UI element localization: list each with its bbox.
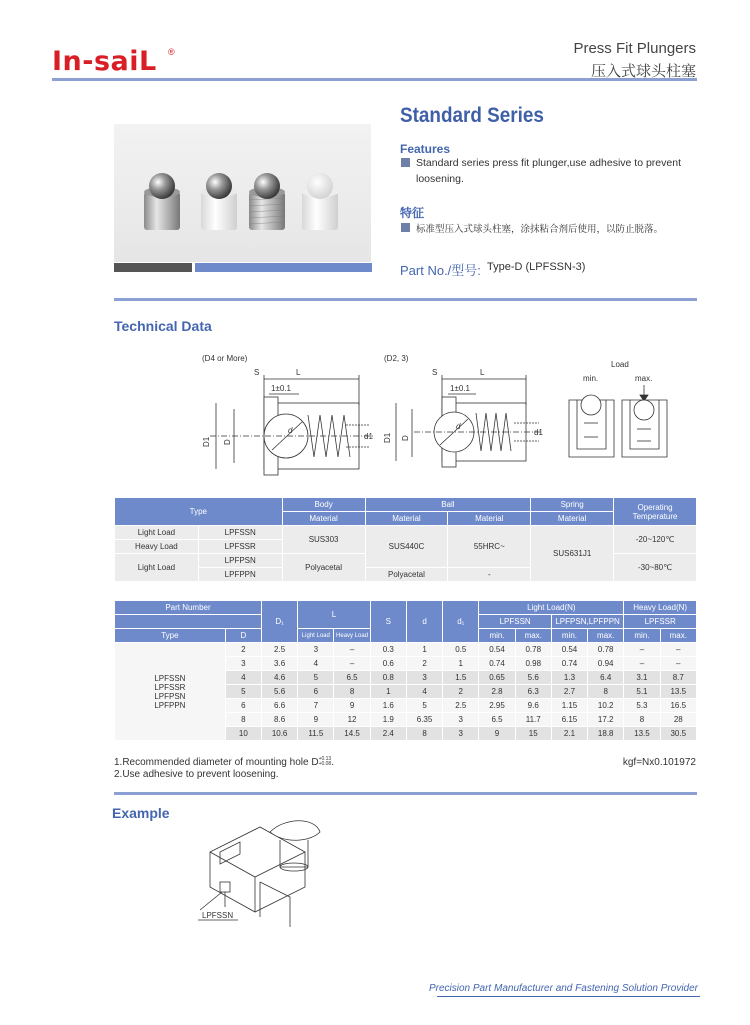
table-cell: 2.1 — [551, 727, 587, 741]
table-cell: 1.5 — [443, 671, 479, 685]
page-title-en: Press Fit Plungers — [573, 40, 696, 57]
part-number-label: Part No./型号: — [400, 263, 481, 278]
table-cell: – — [334, 657, 370, 671]
table-cell: 1.15 — [551, 699, 587, 713]
product-photo — [114, 124, 371, 262]
header-material: Material — [448, 512, 531, 526]
table-cell: 5.6 — [515, 671, 551, 685]
drawing-load — [569, 360, 667, 457]
table-cell: 5 — [406, 699, 442, 713]
unit-conversion: kgf=Nx0.101972 — [622, 757, 696, 768]
table-cell: 2.4 — [370, 727, 406, 741]
load-min-label: min. — [583, 374, 599, 383]
ball-hardness: - — [448, 568, 531, 582]
table-cell: 5.1 — [624, 685, 660, 699]
table-cell: 3 — [443, 727, 479, 741]
table-cell: 2 — [406, 657, 442, 671]
features-cn-heading: 特征 — [400, 206, 425, 220]
header-type: Type — [115, 498, 283, 526]
row-type: LPFPPN — [198, 568, 282, 582]
header-lpfssn: LPFSSN — [479, 615, 551, 629]
table-cell: 8.7 — [660, 671, 696, 685]
header-material: Material — [531, 512, 614, 526]
drawing-d4-more — [202, 354, 374, 475]
dim-d1-label-2: D1 — [383, 432, 392, 443]
header-min: min. — [551, 629, 587, 643]
load-max-label: max. — [635, 374, 653, 383]
table-cell: 2.95 — [479, 699, 515, 713]
table-cell: 5.3 — [624, 699, 660, 713]
header-max: max. — [515, 629, 551, 643]
row-type: LPFSSR — [198, 540, 282, 554]
table-cell: 5.6 — [261, 685, 297, 699]
table-cell: 3.6 — [261, 657, 297, 671]
temp-range: -20~120℃ — [614, 526, 697, 554]
header-spring: Spring — [531, 498, 614, 512]
table-cell: 8.6 — [261, 713, 297, 727]
drawing-d2-3 — [383, 354, 543, 467]
table-cell: 9.6 — [515, 699, 551, 713]
table-cell: 4 — [225, 671, 261, 685]
features-cn-text: 标准型压入式球头柱塞，涂抹粘合剂后使用，以防止脱落。 — [416, 224, 664, 235]
table-cell: 10 — [225, 727, 261, 741]
table-cell: 0.5 — [443, 643, 479, 657]
table-cell: – — [334, 643, 370, 657]
page-title-cn: 压入式球头柱塞 — [590, 63, 696, 80]
table-cell: 0.54 — [551, 643, 587, 657]
table-cell: 16.5 — [660, 699, 696, 713]
table-cell: – — [624, 657, 660, 671]
table-cell: 3 — [406, 671, 442, 685]
table-cell: 8 — [624, 713, 660, 727]
table-cell: – — [660, 643, 696, 657]
header-material: Material — [365, 512, 448, 526]
table-cell: 2 — [443, 685, 479, 699]
dim-d1-label: D1 — [202, 436, 211, 447]
header-material: Material — [282, 512, 365, 526]
header-lpfpsn: LPFPSN,LPFPPN — [551, 615, 623, 629]
table-cell: 17.2 — [588, 713, 624, 727]
table-cell: 6 — [298, 685, 334, 699]
header-temp: Operating Temperature — [614, 498, 697, 526]
row-load: Light Load — [115, 526, 199, 540]
type-list: LPFSSN LPFSSR LPFPSN LPFPPN — [115, 643, 226, 741]
table-cell: 9 — [298, 713, 334, 727]
technical-data-title: Technical Data — [114, 318, 212, 334]
table-cell: 10.2 — [588, 699, 624, 713]
table-cell: 14.5 — [334, 727, 370, 741]
dim-s-label: S — [254, 368, 260, 377]
section-divider — [114, 298, 697, 301]
table-cell: 1.3 — [551, 671, 587, 685]
note-1-end: . — [331, 757, 334, 768]
header-body: Body — [282, 498, 365, 512]
header-light-load-n: Light Load(N) — [479, 601, 624, 615]
table-cell: 5 — [298, 671, 334, 685]
table-cell: 0.94 — [588, 657, 624, 671]
drawing2-caption: (D2, 3) — [384, 354, 409, 363]
header-lpfssr: LPFSSR — [624, 615, 697, 629]
row-load: Light Load — [115, 554, 199, 582]
table-cell: 0.78 — [515, 643, 551, 657]
header-min: min. — [624, 629, 660, 643]
spring-material: SUS631J1 — [531, 526, 614, 582]
table-cell: 4.6 — [261, 671, 297, 685]
table-cell: 6.35 — [406, 713, 442, 727]
table-cell: 13.5 — [660, 685, 696, 699]
dim-d1small-label: d1 — [364, 432, 373, 441]
header-light-load: Light Load — [298, 629, 334, 643]
drawing1-caption: (D4 or More) — [202, 354, 248, 363]
header-ball: Ball — [365, 498, 531, 512]
note-1-tolerance — [319, 757, 332, 767]
temp-range: -30~80℃ — [614, 554, 697, 582]
table-cell: 4 — [298, 657, 334, 671]
header-bore-d: D — [225, 629, 261, 643]
table-cell: 2 — [225, 643, 261, 657]
table-cell: 2.5 — [443, 699, 479, 713]
table-cell: 3 — [298, 643, 334, 657]
table-cell: 12 — [334, 713, 370, 727]
dim-l-label: L — [296, 368, 301, 377]
table-cell: 6.5 — [334, 671, 370, 685]
header-d: d — [406, 601, 442, 643]
note-1-tolerance-top: +0.13 — [318, 756, 332, 763]
section-divider — [114, 792, 697, 795]
table-cell: 9 — [334, 699, 370, 713]
table-cell: 6.6 — [261, 699, 297, 713]
header-type: Type — [115, 629, 226, 643]
table-row — [115, 643, 697, 657]
table-cell: 13.5 — [624, 727, 660, 741]
table-cell: 0.3 — [370, 643, 406, 657]
table-cell: 18.8 — [588, 727, 624, 741]
table-cell: – — [624, 643, 660, 657]
note-1 — [114, 757, 334, 769]
table-cell: 3 — [225, 657, 261, 671]
dim-tolerance-label: 1±0.1 — [271, 384, 291, 393]
photo-accent-bar-blue — [195, 263, 372, 272]
table-cell: 0.6 — [370, 657, 406, 671]
table-cell: 8 — [588, 685, 624, 699]
ball-material: Polyacetal — [365, 568, 448, 582]
note-2: 2.Use adhesive to prevent loosening. — [114, 769, 279, 780]
header-s: S — [370, 601, 406, 643]
table-cell: 28 — [660, 713, 696, 727]
plunger-photo-illustration — [114, 124, 371, 262]
header-heavy-load-n: Heavy Load(N) — [624, 601, 697, 615]
dim-l-label-2: L — [480, 368, 485, 377]
table-cell: 1.6 — [370, 699, 406, 713]
table-cell: 8 — [334, 685, 370, 699]
table-cell: 0.74 — [551, 657, 587, 671]
table-cell: 11.7 — [515, 713, 551, 727]
body-material: Polyacetal — [282, 554, 365, 582]
table-cell: 2.5 — [261, 643, 297, 657]
header-d1-small: d₁ — [443, 601, 479, 643]
header-d1: D₁ — [261, 601, 297, 643]
table-cell: 9 — [479, 727, 515, 741]
registered-mark: ® — [168, 47, 175, 57]
table-cell: 0.98 — [515, 657, 551, 671]
table-cell: 7 — [298, 699, 334, 713]
table-cell: 10.6 — [261, 727, 297, 741]
note-1-tolerance-bottom: +0.08 — [318, 761, 332, 768]
spec-table — [114, 600, 697, 741]
table-cell: 8 — [225, 713, 261, 727]
features-text-line2: loosening. — [416, 173, 464, 185]
example-drawing — [180, 812, 340, 932]
note-1-text: 1.Recommended diameter of mounting hole D — [114, 757, 319, 768]
table-cell: 3 — [443, 713, 479, 727]
table-cell: 11.5 — [298, 727, 334, 741]
row-load: Heavy Load — [115, 540, 199, 554]
dim-bore-label-2: D — [401, 435, 410, 441]
table-cell: 6.15 — [551, 713, 587, 727]
table-cell: 8 — [406, 727, 442, 741]
table-cell: 6.5 — [479, 713, 515, 727]
dim-d-label-2: d — [456, 422, 461, 431]
photo-accent-bar-dark — [114, 263, 192, 272]
footer-underline — [437, 996, 700, 997]
dim-d-label: d — [288, 426, 293, 435]
part-number-value: Type-D (LPFSSN-3) — [487, 261, 586, 273]
bullet-icon — [401, 158, 410, 167]
header-max: max. — [588, 629, 624, 643]
header-max: max. — [660, 629, 696, 643]
load-label: Load — [611, 360, 629, 369]
technical-drawings — [114, 345, 697, 485]
table-cell: 0.78 — [588, 643, 624, 657]
table-cell: 6 — [225, 699, 261, 713]
ball-hardness: 55HRC~ — [448, 526, 531, 568]
table-cell: 1 — [406, 643, 442, 657]
table-cell: – — [660, 657, 696, 671]
table-cell: 0.65 — [479, 671, 515, 685]
table-cell: 1.9 — [370, 713, 406, 727]
footer-tagline: Precision Part Manufacturer and Fastening Solution Provider — [428, 983, 698, 994]
table-cell: 5 — [225, 685, 261, 699]
table-cell: 2.7 — [551, 685, 587, 699]
table-cell: 1 — [443, 657, 479, 671]
header-heavy-load: Heavy Load — [334, 629, 370, 643]
body-material: SUS303 — [282, 526, 365, 554]
series-title: Standard Series — [400, 104, 544, 127]
table-cell: 4 — [406, 685, 442, 699]
table-cell: 0.54 — [479, 643, 515, 657]
header-min: min. — [479, 629, 515, 643]
header-l: L — [298, 601, 370, 629]
brand-logo: In-saiL — [52, 46, 157, 77]
features-heading: Features — [400, 142, 451, 156]
table-cell: 2.8 — [479, 685, 515, 699]
notes — [114, 757, 334, 781]
table-cell: 30.5 — [660, 727, 696, 741]
bullet-icon — [401, 223, 410, 232]
dim-tolerance-label-2: 1±0.1 — [450, 384, 470, 393]
example-title: Example — [112, 805, 170, 821]
table-cell: 6.4 — [588, 671, 624, 685]
dim-bore-label: D — [223, 439, 232, 445]
ball-material: SUS440C — [365, 526, 448, 568]
table-cell: 1 — [370, 685, 406, 699]
row-type: LPFPSN — [198, 554, 282, 568]
table-cell: 0.74 — [479, 657, 515, 671]
table-cell: 6.3 — [515, 685, 551, 699]
dim-s-label-2: S — [432, 368, 438, 377]
material-table — [114, 497, 697, 582]
table-cell: 15 — [515, 727, 551, 741]
row-type: LPFSSN — [198, 526, 282, 540]
header-part-number: Part Number — [115, 601, 262, 615]
table-cell: 3.1 — [624, 671, 660, 685]
example-callout: LPFSSN — [202, 911, 234, 920]
features-text-line1: Standard series press fit plunger,use adhesive to prevent — [416, 157, 681, 169]
dim-d1small-label-2: d1 — [534, 428, 543, 437]
table-cell: 0.8 — [370, 671, 406, 685]
